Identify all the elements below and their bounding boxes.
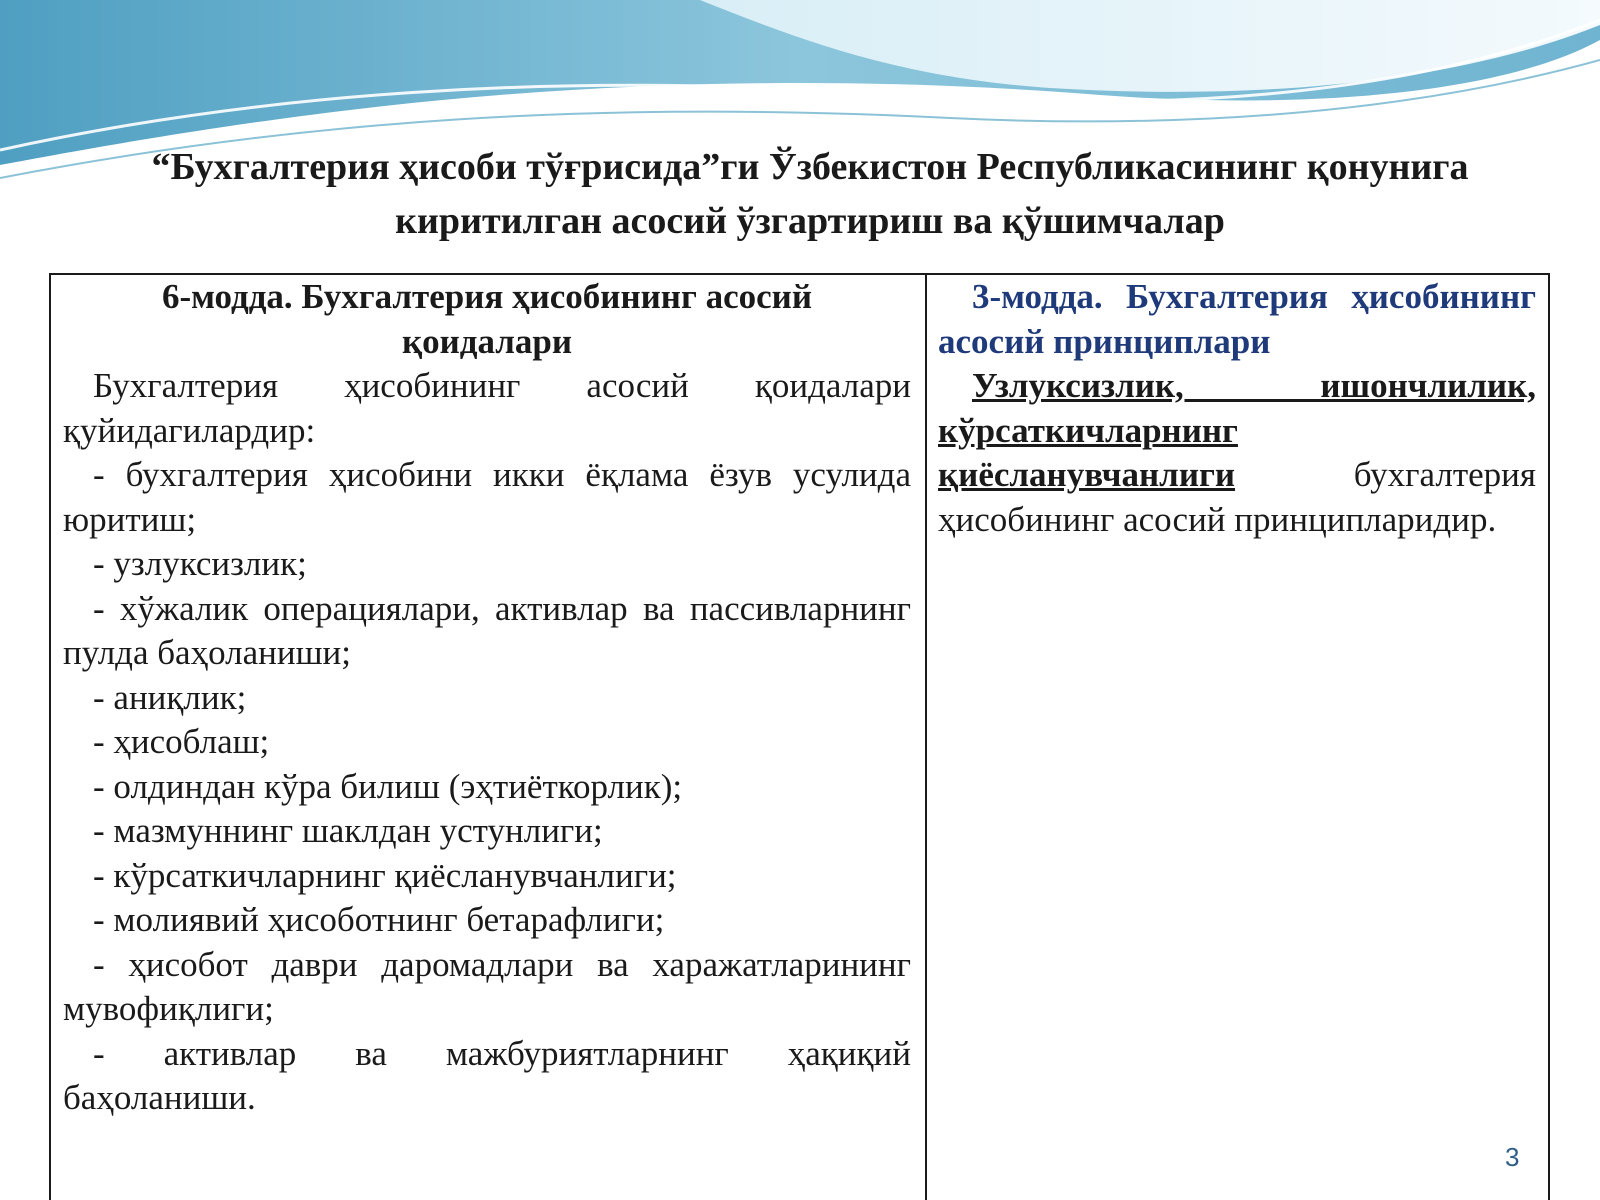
list-item: - бухгалтерия ҳисобини икки ёқлама ёзув усулида юритиш;: [63, 455, 911, 539]
list-item: - ҳисоблаш;: [93, 722, 270, 761]
list-item: - мазмуннинг шаклдан устунлиги;: [93, 811, 603, 850]
left-column: [51, 275, 927, 1200]
list-item: - ҳисобот даври даромадлари ва харажатларининг мувофиқлиги;: [63, 944, 911, 1028]
slide-number: 3: [1505, 1142, 1520, 1172]
right-column-heading: 3-модда. Бухгалтерия ҳисобининг асосий принциплари: [938, 277, 1536, 361]
list-item: - олдиндан кўра билиш (эҳтиёткорлик);: [93, 766, 683, 806]
slide-title: [20, 140, 1600, 248]
right-column: [927, 275, 1548, 1200]
list-item: - узлуксизлик;: [93, 544, 307, 583]
slide-title-line-2: киритилган асосий ўзгартириш ва қўшимчалар: [395, 200, 1225, 242]
right-underlined-principles: Узлуксизлик, ишончлилик, кўрсаткичларнинг қиёсланувчанлиги: [938, 366, 1536, 494]
left-column-heading: 6-модда. Бухгалтерия ҳисобининг асосий қоидалари: [162, 277, 812, 361]
list-item: - молиявий ҳисоботнинг бетарафлиги;: [93, 900, 665, 939]
list-item: - активлар ва мажбуриятларнинг ҳақиқий баҳоланиши.: [63, 1033, 911, 1117]
slide-title-line-1: “Бухгалтерия ҳисоби тўғрисида”ги Ўзбекистон Республикасининг қонунига: [151, 146, 1469, 188]
comparison-table: [49, 273, 1550, 1200]
left-intro-paragraph: Бухгалтерия ҳисобининг асосий қоидалари қуйидагилардир:: [63, 366, 911, 450]
right-paragraph: [938, 364, 1536, 542]
right-paragraph-rest: бухгалтерия ҳисобининг асосий принципларидир.: [938, 455, 1536, 539]
list-item: - кўрсаткичларнинг қиёсланувчанлиги;: [93, 855, 677, 895]
list-item: - хўжалик операциялари, активлар ва пассивларнинг пулда баҳоланиши;: [63, 588, 911, 672]
list-item: - аниқлик;: [93, 677, 247, 717]
